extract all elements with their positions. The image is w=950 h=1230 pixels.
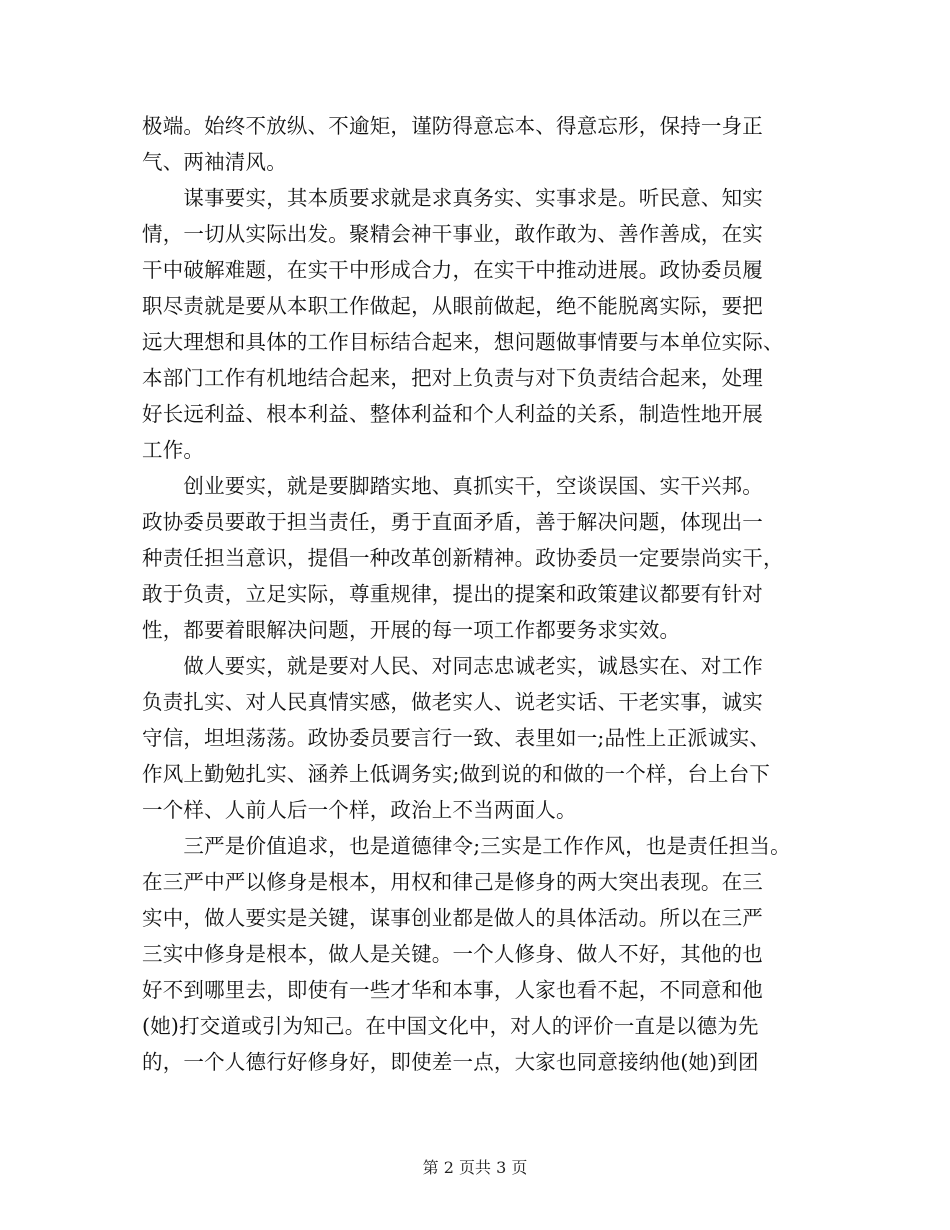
text-line: 创业要实，就是要脚踏实地、真抓实干，空谈误国、实干兴邦。 <box>142 474 763 498</box>
text-line: 实中，做人要实是关键，谋事创业都是做人的具体活动。所以在三严 <box>142 906 763 930</box>
text-line: 种责任担当意识，提倡一种改革创新精神。政协委员一定要崇尚实干， <box>142 546 784 570</box>
page-footer: 第 2 页共 3 页 <box>422 1158 528 1177</box>
text-line: 政协委员要敢于担当责任，勇于直面矛盾，善于解决问题，体现出一 <box>142 510 763 534</box>
text-line: (她)打交道或引为知己。在中国文化中，对人的评价一直是以德为先 <box>142 1014 759 1038</box>
text-line: 敢于负责，立足实际，尊重规律，提出的提案和政策建议都要有针对 <box>142 582 763 606</box>
text-line: 极端。始终不放纵、不逾矩，谨防得意忘本、得意忘形，保持一身正 <box>142 114 763 138</box>
text-line: 好长远利益、根本利益、整体利益和个人利益的关系，制造性地开展 <box>142 402 763 426</box>
text-line: 远大理想和具体的工作目标结合起来，想问题做事情要与本单位实际、 <box>142 330 784 354</box>
text-line: 好不到哪里去，即使有一些才华和本事，人家也看不起，不同意和他 <box>142 978 763 1002</box>
text-line: 守信，坦坦荡荡。政协委员要言行一致、表里如一;品性上正派诚实、 <box>142 726 771 750</box>
text-line: 干中破解难题，在实干中形成合力，在实干中推动进展。政协委员履 <box>142 258 763 282</box>
text-line: 三实中修身是根本，做人是关键。一个人修身、做人不好，其他的也 <box>142 942 763 966</box>
text-line: 作风上勤勉扎实、涵养上低调务实;做到说的和做的一个样，台上台下 <box>142 762 771 786</box>
text-line: 工作。 <box>142 438 205 462</box>
text-line: 情，一切从实际出发。聚精会神干事业，敢作敢为、善作善成，在实 <box>142 222 763 246</box>
text-line: 负责扎实、对人民真情实感，做老实人、说老实话、干老实事，诚实 <box>142 690 763 714</box>
text-line: 的，一个人德行好修身好，即使差一点，大家也同意接纳他(她)到团 <box>142 1050 759 1074</box>
text-line: 在三严中严以修身是根本，用权和律己是修身的两大突出表现。在三 <box>142 870 763 894</box>
text-line: 职尽责就是要从本职工作做起，从眼前做起，绝不能脱离实际，要把 <box>142 294 763 318</box>
text-line: 性，都要着眼解决问题，开展的每一项工作都要务求实效。 <box>142 618 681 642</box>
text-line: 一个样、人前人后一个样，政治上不当两面人。 <box>142 798 577 822</box>
text-line: 谋事要实，其本质要求就是求真务实、实事求是。听民意、知实 <box>142 186 763 210</box>
text-line: 本部门工作有机地结合起来，把对上负责与对下负责结合起来，处理 <box>142 366 763 390</box>
text-line: 三严是价值追求，也是道德律令;三实是工作作风，也是责任担当。 <box>142 834 791 858</box>
text-line: 做人要实，就是要对人民、对同志忠诚老实，诚恳实在、对工作 <box>142 654 763 678</box>
text-line: 气、两袖清风。 <box>142 150 287 174</box>
